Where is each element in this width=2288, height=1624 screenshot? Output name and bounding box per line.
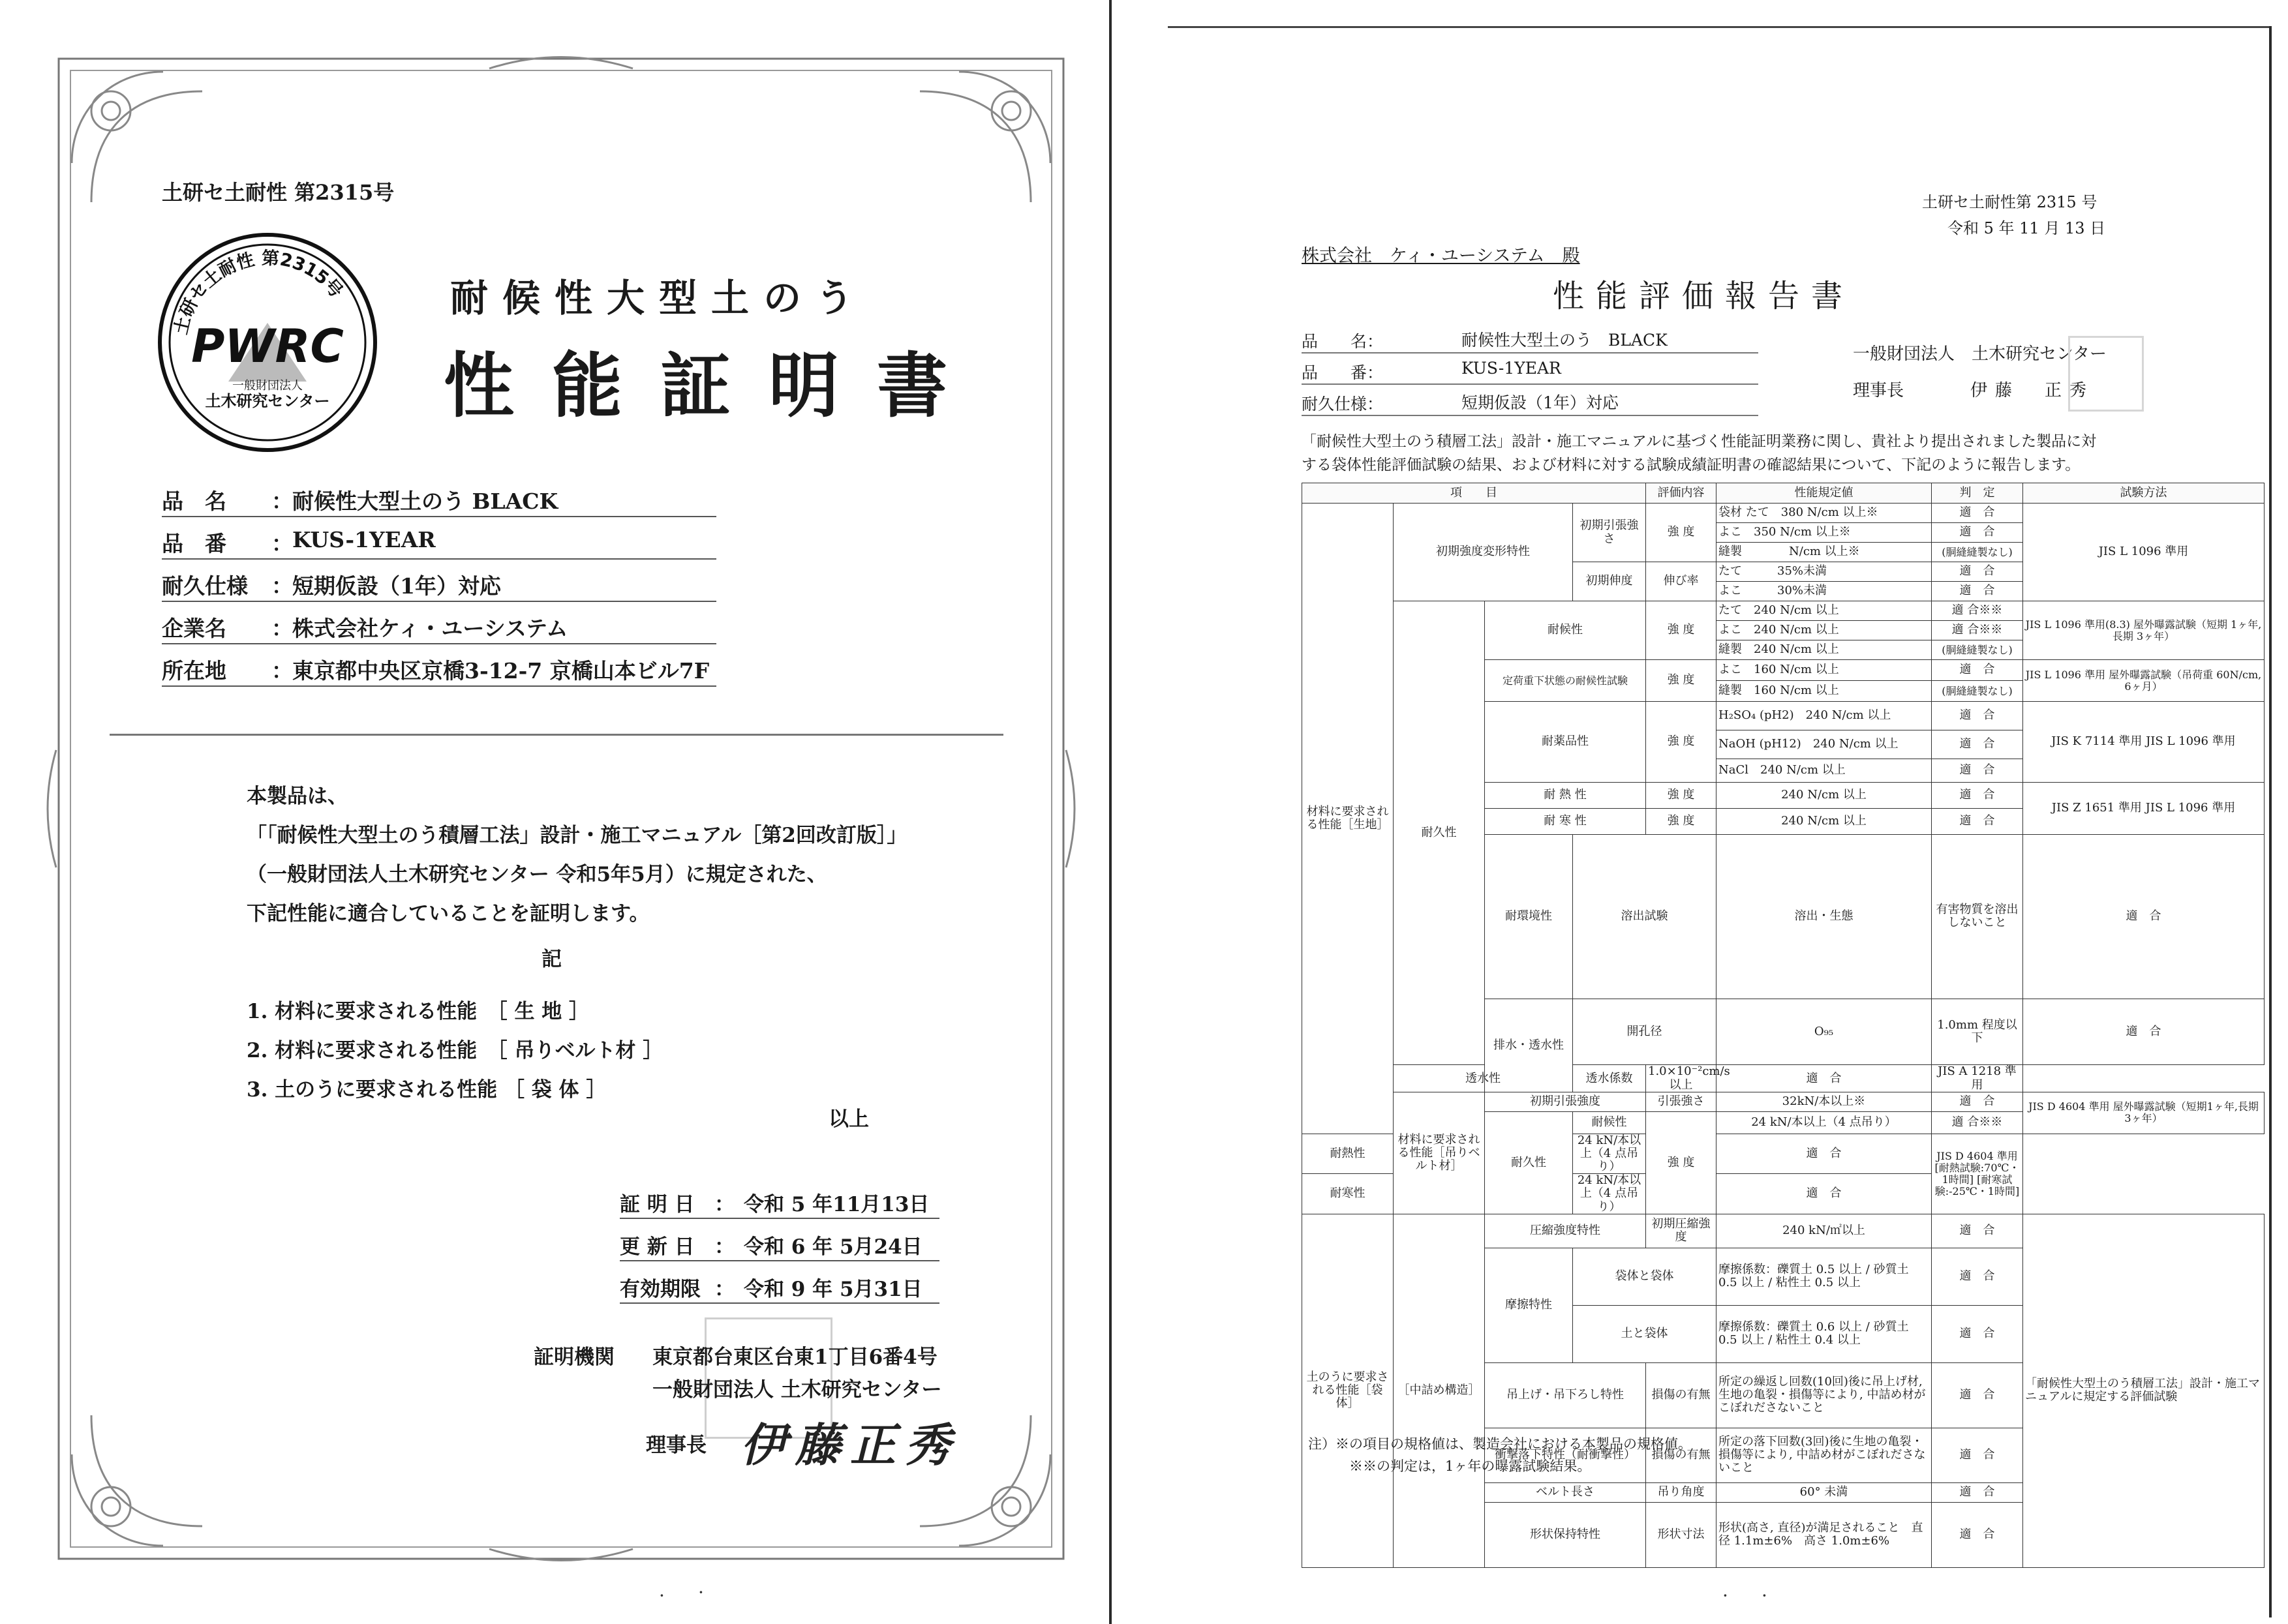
info-row-durability: 耐久仕様 ： 短期仮設（1年）対応	[162, 564, 716, 602]
pwrc-seal-logo	[157, 232, 378, 453]
info-value: 東京都中央区京橋3-12-7 京橋山本ビル7F	[292, 658, 710, 684]
report-org: 一般財団法人 土木研究センター	[1853, 344, 2107, 364]
report-info-label: 耐久仕様：	[1302, 395, 1384, 414]
category-cell: 耐久性	[1485, 1111, 1573, 1214]
date-value: 令和 9 年 5月31日	[744, 1278, 923, 1301]
group-label: 材料に要求される性能［吊りベルト材］	[1394, 1092, 1485, 1214]
performance-item: 1. 材料に要求される性能 ［ 生 地 ］	[247, 1000, 590, 1023]
requirement-cell: たて 35%未満	[1716, 562, 1932, 582]
date-value: 令和 6 年 5月24日	[744, 1235, 923, 1259]
date-row-renewed: 更 新 日 ： 令和 6 年 5月24日	[620, 1226, 939, 1261]
eval-cell: O₉₅	[1716, 999, 1932, 1065]
eval-cell: 損傷の有無	[1646, 1428, 1716, 1482]
judgement-cell: 適 合	[1716, 1065, 1932, 1092]
item-cell: 吊上げ・吊下ろし特性	[1485, 1362, 1646, 1428]
report-intro-line: する袋体性能評価試験の結果、および材料に対する試験成績証明書の確認結果について、下記のように報告します。	[1302, 457, 2081, 474]
item-cell: 圧縮強度特性	[1485, 1214, 1646, 1248]
requirement-cell: 所定の繰返し回数(10回)後に吊上げ材, 生地の亀裂・損傷等により, 中詰め材がこぼれださないこと	[1716, 1362, 1932, 1428]
eval-cell: 透水係数	[1573, 1065, 1646, 1092]
judgement-cell: 適 合	[2023, 835, 2265, 999]
item-cell: 初期伸度	[1573, 562, 1646, 601]
requirement-cell: よこ 240 N/cm 以上	[1716, 621, 1932, 640]
judgement-cell: 適 合	[1932, 582, 2023, 601]
report-note: 注）※の項目の規格値は、製造会社における本製品の規格値。	[1308, 1436, 1692, 1452]
table-row	[1302, 601, 2265, 621]
column-header: 評価内容	[1646, 483, 1716, 504]
requirement-cell: 所定の落下回数(3回)後に生地の亀裂・損傷等により, 中詰め材がこぼれださないこと	[1716, 1428, 1932, 1482]
requirement-cell: 240 N/cm 以上	[1716, 809, 1932, 835]
eval-cell: 強 度	[1646, 601, 1716, 660]
item-cell: 溶出試験	[1573, 835, 1716, 999]
item-cell: 定荷重下状態の耐候性試験	[1485, 660, 1646, 702]
report-chairman-title: 理事長	[1853, 381, 1904, 400]
judgement-cell: (胴縫縫製なし)	[1932, 543, 2023, 562]
item-cell: 初期引張強さ	[1573, 504, 1646, 562]
eval-cell: 初期圧縮強度	[1646, 1214, 1716, 1248]
report-date: 令和 5 年 11 月 13 日	[1947, 219, 2106, 237]
eval-cell: 形状寸法	[1646, 1502, 1716, 1567]
category-cell: ［中詰め構造］	[1394, 1214, 1485, 1567]
requirement-cell: 袋材 たて 380 N/cm 以上※	[1716, 504, 1932, 523]
requirement-cell: よこ 30%未満	[1716, 582, 1932, 601]
eval-cell: 溶出・生態	[1716, 835, 1932, 999]
judgement-cell: (胴縫縫製なし)	[1932, 640, 2023, 660]
svg-text:PWRC: PWRC	[191, 320, 344, 373]
group-label: 土のうに要求される性能［袋体］	[1302, 1214, 1394, 1567]
eval-cell: 袋体と袋体	[1573, 1248, 1716, 1305]
judgement-cell: (胴縫縫製なし)	[1932, 681, 2023, 702]
info-value: 短期仮設（1年）対応	[292, 573, 501, 599]
svg-text:一般財団法人: 一般財団法人	[232, 379, 303, 393]
date-label: 証 明 日	[620, 1193, 695, 1216]
page-divider	[1109, 0, 1112, 1624]
requirement-cell: 24 kN/本以上（4 点吊り）	[1573, 1134, 1646, 1173]
report-info-value: 短期仮設（1年）対応	[1461, 393, 1619, 412]
judgement-cell: 適 合	[1932, 1428, 2023, 1482]
requirement-cell: 24 kN/本以上（4 点吊り）	[1716, 1111, 1932, 1134]
table-header-row	[1302, 483, 2265, 504]
item-cell: 開孔径	[1573, 999, 1716, 1065]
group-label: 材料に要求される性能［生地］	[1302, 504, 1394, 1134]
svg-text:土研セ土耐性 第2315号: 土研セ土耐性 第2315号	[170, 248, 347, 337]
category-cell: 初期強度変形特性	[1394, 504, 1573, 601]
requirement-cell: 1.0mm 程度以下	[1932, 999, 2023, 1065]
report-info-row	[1302, 357, 1758, 385]
report-stamp	[2068, 336, 2144, 412]
column-header: 性能規定値	[1716, 483, 1932, 504]
item-cell: 耐候性	[1573, 1111, 1646, 1134]
date-label: 更 新 日	[620, 1235, 695, 1259]
item-cell: 耐候性	[1485, 601, 1646, 660]
body-line: 「「耐候性大型土のう積層工法」設計・施工マニュアル［第2回改訂版］」	[247, 824, 908, 847]
eval-cell: 強 度	[1646, 809, 1716, 835]
report-info-value: 耐候性大型土のう BLACK	[1461, 331, 1668, 350]
column-header: 試験方法	[2023, 483, 2265, 504]
eval-cell: 強 度	[1646, 702, 1716, 783]
report-intro-line: 「耐候性大型土のう積層工法」設計・施工マニュアルに基づく性能証明業務に関し、貴社より提出されました製品に対	[1302, 433, 2097, 450]
issuer-name: 一般財団法人 土木研究センター	[652, 1378, 942, 1402]
item-cell: 耐寒性	[1302, 1174, 1394, 1214]
info-label: 企業名	[162, 616, 226, 641]
report-info-row	[1302, 326, 1758, 353]
method-cell: JIS Z 1651 準用 JIS L 1096 準用	[2023, 783, 2265, 835]
page-edge	[2269, 26, 2272, 1617]
column-header: 判 定	[1932, 483, 2023, 504]
date-label: 有効期限	[620, 1278, 701, 1301]
scan-artifact: ·	[1722, 1585, 1728, 1606]
requirement-cell: 摩擦係数：礫質土 0.5 以上 / 砂質土 0.5 以上 / 粘性土 0.5 以上	[1716, 1248, 1932, 1305]
info-value: 株式会社ケィ・ユーシステム	[292, 616, 568, 641]
requirement-cell: 240 kN/㎡以上	[1716, 1214, 1932, 1248]
table-row	[1302, 504, 2265, 523]
item-cell: 耐薬品性	[1485, 702, 1646, 783]
judgement-cell: 適 合	[1932, 1502, 2023, 1567]
judgement-cell: 適 合	[1932, 1482, 2023, 1502]
method-cell: JIS A 1218 準用	[1932, 1065, 2023, 1092]
chairman-title: 理事長	[646, 1434, 707, 1457]
requirement-cell: たて 240 N/cm 以上	[1716, 601, 1932, 621]
category-cell: 耐久性	[1394, 601, 1485, 1065]
column-header: 項 目	[1302, 483, 1646, 504]
method-cell: JIS D 4604 準用 [耐熱試験:70℃・1時間] [耐寒試験:-25℃・1時間]	[1932, 1134, 2023, 1214]
table-row	[1302, 1065, 2265, 1092]
item-cell: 耐 熱 性	[1485, 783, 1646, 809]
requirement-cell: 縫製 160 N/cm 以上	[1716, 681, 1932, 702]
requirement-cell: 摩擦係数：礫質土 0.6 以上 / 砂質土 0.5 以上 / 粘性土 0.4 以上	[1716, 1305, 1932, 1362]
scan-artifact: ·	[698, 1582, 704, 1603]
table-row	[1302, 1092, 2265, 1111]
judgement-cell: 適 合※※	[1932, 621, 2023, 640]
requirement-cell: 240 N/cm 以上	[1716, 783, 1932, 809]
info-row-company: 企業名 ： 株式会社ケィ・ユーシステム	[162, 607, 716, 644]
requirement-cell: NaCl 240 N/cm 以上	[1716, 759, 1932, 783]
judgement-cell: 適 合	[2023, 999, 2265, 1065]
eval-cell: 強 度	[1646, 504, 1716, 562]
divider	[110, 734, 1003, 736]
judgement-cell: 適 合	[1932, 660, 2023, 681]
requirement-cell: 32kN/本以上※	[1716, 1092, 1932, 1111]
category-cell: 耐環境性	[1485, 835, 1573, 999]
performance-item: 2. 材料に要求される性能 ［ 吊りベルト材 ］	[247, 1039, 664, 1062]
issuer-label: 証明機関	[534, 1346, 615, 1369]
item-cell: 耐熱性	[1302, 1134, 1394, 1173]
info-row-address: 所在地 ： 東京都中央区京橋3-12-7 京橋山本ビル7F	[162, 649, 716, 687]
item-cell: 形状保持特性	[1485, 1502, 1646, 1567]
scan-artifact: ·	[1762, 1585, 1767, 1606]
body-line: 本製品は、	[247, 785, 348, 808]
eval-cell: 強 度	[1646, 660, 1716, 702]
scan-artifact: ·	[659, 1585, 665, 1606]
info-label: 品 番	[162, 531, 226, 556]
report-number: 土研セ土耐性第 2315 号	[1922, 193, 2097, 211]
page-edge-top	[1168, 26, 2269, 28]
requirement-cell: よこ 160 N/cm 以上	[1716, 660, 1932, 681]
requirement-cell: 24 kN/本以上（4 点吊り）	[1573, 1174, 1646, 1214]
info-row-product-name: 品 名 ： 耐候性大型土のう BLACK	[162, 479, 716, 517]
judgement-cell: 適 合	[1932, 523, 2023, 543]
requirement-cell: 有害物質を溶出しないこと	[1932, 835, 2023, 999]
eval-cell: 強 度	[1646, 783, 1716, 809]
info-value: KUS-1YEAR	[292, 527, 436, 552]
ki-heading: 記	[541, 948, 562, 971]
item-cell: 耐 寒 性	[1485, 809, 1646, 835]
method-cell: JIS D 4604 準用 屋外曝露試験（短期1ヶ年,長期3ヶ年）	[2023, 1092, 2265, 1134]
method-cell: 「耐候性大型土のう積層工法」設計・施工マニュアルに規定する評価試験	[2023, 1214, 2265, 1567]
item-cell: 衝撃落下特性（耐衝撃性）	[1485, 1428, 1646, 1482]
judgement-cell: 適 合※※	[1932, 1111, 2023, 1134]
judgement-cell: 適 合	[1932, 730, 2023, 759]
report-title: 性能評価報告書	[1553, 278, 1855, 314]
date-value: 令和 5 年11月13日	[744, 1193, 930, 1216]
body-line: （一般財団法人土木研究センター 令和5年5月）に規定された、	[247, 863, 827, 886]
requirement-cell: 1.0×10⁻²cm/s 以上	[1646, 1065, 1716, 1092]
eval-cell: 強 度	[1646, 1111, 1716, 1214]
eval-cell: 伸び率	[1646, 562, 1716, 601]
requirement-cell: よこ 350 N/cm 以上※	[1716, 523, 1932, 543]
report-info-label: 品 名：	[1302, 332, 1384, 351]
requirement-cell: H₂SO₄ (pH2) 240 N/cm 以上	[1716, 702, 1932, 730]
info-label: 品 名	[162, 489, 226, 514]
eval-cell: 損傷の有無	[1646, 1362, 1716, 1428]
judgement-cell: 適 合	[1932, 1214, 2023, 1248]
item-cell: 透水性	[1394, 1065, 1573, 1092]
eval-cell: 吊り角度	[1646, 1482, 1716, 1502]
report-addressee: 株式会社 ケィ・ユーシステム 殿	[1302, 246, 1580, 266]
judgement-cell: 適 合※※	[1932, 601, 2023, 621]
judgement-cell: 適 合	[1932, 1305, 2023, 1362]
certificate-subtitle: 耐候性大型土のう	[450, 276, 868, 320]
performance-item: 3. 土のうに要求される性能 ［ 袋 体 ］	[247, 1078, 607, 1102]
certificate-title: 性能証明書	[444, 345, 986, 427]
chairman-signature: 伊藤正秀	[740, 1418, 960, 1472]
judgement-cell: 適 合	[1932, 783, 2023, 809]
requirement-cell: 60° 未満	[1716, 1482, 1932, 1502]
method-cell: JIS L 1096 準用(8.3) 屋外曝露試験（短期 1ヶ年,長期 3ヶ年）	[2023, 601, 2265, 660]
info-row-product-code: 品 番 ： KUS-1YEAR	[162, 522, 716, 560]
judgement-cell: 適 合	[1932, 504, 2023, 523]
requirement-cell: 縫製 240 N/cm 以上	[1716, 640, 1932, 660]
judgement-cell: 適 合	[1932, 809, 2023, 835]
judgement-cell: 適 合	[1716, 1134, 1932, 1173]
date-row-certified: 証 明 日 ： 令和 5 年11月13日	[620, 1184, 939, 1219]
requirement-cell: 縫製 N/cm 以上※	[1716, 543, 1932, 562]
table-row	[1302, 1214, 2265, 1248]
judgement-cell: 適 合	[1932, 1362, 2023, 1428]
report-chairman-name: 伊藤 正秀	[1970, 381, 2095, 400]
judgement-cell: 適 合	[1716, 1174, 1932, 1214]
requirement-cell: NaOH (pH12) 240 N/cm 以上	[1716, 730, 1932, 759]
judgement-cell: 適 合	[1932, 562, 2023, 582]
item-cell: 摩擦特性	[1485, 1248, 1573, 1362]
report-info-label: 品 番：	[1302, 363, 1384, 382]
info-value: 耐候性大型土のう BLACK	[292, 489, 558, 514]
method-cell: JIS L 1096 準用 屋外曝露試験（吊荷重 60N/cm, 6ヶ月）	[2023, 660, 2265, 702]
closing-mark: 以上	[829, 1107, 869, 1131]
certificate-number: 土研セ土耐性 第2315号	[162, 180, 395, 205]
report-info-row	[1302, 389, 1758, 416]
report-note: ※※の判定は，1ヶ年の曝露試験結果。	[1349, 1458, 1591, 1474]
category-cell: 排水・透水性	[1485, 999, 1573, 1092]
eval-cell: 土と袋体	[1573, 1305, 1716, 1362]
eval-cell: 引張強さ	[1646, 1092, 1716, 1111]
info-label: 耐久仕様	[162, 573, 248, 599]
method-cell: JIS K 7114 準用 JIS L 1096 準用	[2023, 702, 2265, 783]
method-cell: JIS L 1096 準用	[2023, 504, 2265, 601]
svg-text:土木研究センター: 土木研究センター	[205, 392, 330, 410]
judgement-cell: 適 合	[1932, 702, 2023, 730]
category-cell: 初期引張強度	[1485, 1092, 1646, 1111]
requirement-cell: 形状(高さ, 直径)が満足されること 直径 1.1m±6% 高さ 1.0m±6%	[1716, 1502, 1932, 1567]
evaluation-table	[1302, 483, 2265, 1568]
judgement-cell: 適 合	[1932, 1248, 2023, 1305]
date-row-expiry: 有効期限 ： 令和 9 年 5月31日	[620, 1269, 939, 1304]
judgement-cell: 適 合	[1932, 1092, 2023, 1111]
info-label: 所在地	[162, 658, 226, 684]
issuer-address: 東京都台東区台東1丁目6番4号	[652, 1346, 938, 1369]
item-cell: ベルト長さ	[1485, 1482, 1646, 1502]
judgement-cell: 適 合	[1932, 759, 2023, 783]
report-info-value: KUS-1YEAR	[1461, 359, 1561, 378]
body-line: 下記性能に適合していることを証明します。	[247, 902, 650, 925]
